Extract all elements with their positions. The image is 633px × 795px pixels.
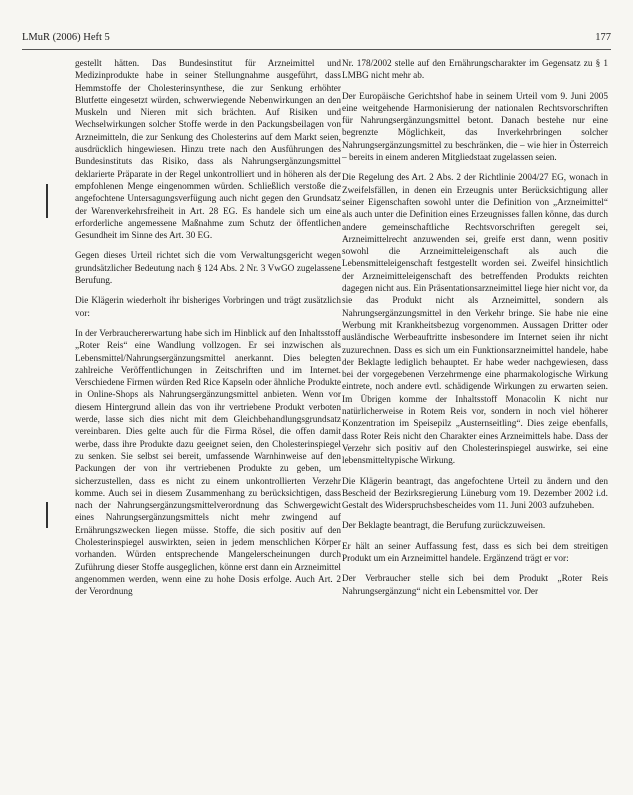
left-column: [75, 58, 341, 788]
right-column: [342, 58, 608, 788]
paragraph: Der Beklagte beantragt, die Berufung zurückzuweisen.: [342, 521, 546, 532]
paragraph: Die Regelung des Art. 2 Abs. 2 der Richtlinie 2004/27 EG, wonach in Zweifelsfällen, in denen ein Erzeugnis unter Berücksichtigung aller seiner Eigenschaften sowohl unter die Definition von „Arzneimittel“ als auch unter die Definition eines Erzeugnisses fallen könne, das durch andere gemeinschaftliche Rechtsvorschriften geregelt sei, Arzneimittelrecht anzuwenden sei, greife erst dann, wenn positiv sowohl die Arzneimitteleigenschaft als auch die Lebensmitteleigenschaft festgestellt worden sei. Zweifel hinsichtlich der Arzneimitteleigenschaft des betreffenden Produkts reichten dagegen nicht aus. Ein Präsentationsarzneimittel liege hier nicht vor, da sie das Produkt nicht als Arzneimittel, sondern als Nahrungsergänzungsmittel in den Verkehr bringe. Sie habe nie eine Werbung mit Krankheitsbezug vorgenommen. Aussagen Dritter oder ausländische Werbeauftritte insbesondere im Internet seien ihr nicht zuzurechnen. Dass es sich um ein Funktionsarzneimittel handele, habe der Beklagte lediglich behauptet. Er habe weder nachgewiesen, dass bei der vorgegebenen Verzehrmenge eine pharmakologische Wirkung eintrete, noch andere evtl. schädigende Wirkungen zu erwarten seien. Im Übrigen komme der Inhaltsstoff Monacolin K nicht nur natürlicherweise in Rotem Reis vor, sondern in noch viel höherer Konzentration im Speisepilz „Austernseitling“. Dies zeige ebenfalls, dass Roter Reis nicht den Charakter eines Arzneimittels habe. Dass der Verzehr sich positiv auf den Cholesterinspiegel auswirke, sei eine lebensmitteltypische Wirkung.: [342, 173, 608, 467]
paragraph: gestellt hätten. Das Bundesinstitut für Arzneimittel und Medizinprodukte habe in seiner Stellungnahme ausgeführt, dass Hemmstoffe der Cholesterinsynthese, die zur Senkung erhöhter Blutfette eingesetzt würden, schwerwiegende Nebenwirkungen an den Muskeln und Nieren mit sich brächten. Auf Risiken und Wechselwirkungen solcher Stoffe werde in den Packungsbeilagen von Arzneimitteln, die zur Senkung des Cholesterins auf dem Markt seien, ausdrücklich hingewiesen. Hinzu trete nach den Ausführungen des Bundesinstituts das Risiko, dass als Nahrungsergänzungsmittel deklarierte Präparate in der Regel unkontrolliert und in höheren als der empfohlenen Menge eingenommen würden. Schließlich verstoße die angefochtene Untersagungsverfügung auch nicht gegen den Grundsatz der Warenverkehrsfreiheit in Art. 28 EG. Es handele sich um eine erforderliche angemessene Maßnahme zum Schutz der öffentlichen Gesundheit im Sinne des Art. 30 EG.: [75, 59, 341, 242]
paragraph: Die Klägerin wiederholt ihr bisheriges Vorbringen und trägt zusätzlich vor:: [75, 296, 341, 319]
paragraph: Er hält an seiner Auffassung fest, dass es sich bei dem streitigen Produkt um ein Arzneimittel handele. Ergänzend trägt er vor:: [342, 541, 608, 564]
paragraph: In der Verbrauchererwartung habe sich im Hinblick auf den Inhaltsstoff „Roter Reis“ eine Wandlung vollzogen. Er sei inzwischen als Lebensmittel/Nahrungsergänzungsmittel anerkannt. Dies belegten zahlreiche Veröffentlichungen in Zeitschriften und im Internet. Verschiedene Firmen würden Red Rice Kapseln oder ähnliche Produkte in Online-Shops als Nahrungsergänzungsmittel anbieten. Wenn vor diesem Hintergrund allein das von ihr vertriebene Produkt verboten werde, lasse sich dies nicht mit dem Gleichbehandlungsgrundsatz vereinbaren. Dies gelte auch für die Firma Rösel, die offen damit werbe, dass ihre Produkte dazu geeignet seien, den Cholesterinspiegel zu senken. Sie selbst sei bereit, umfassende Warnhinweise auf den Packungen der von ihr vertriebenen Produkte zu geben, um sicherzustellen, dass es nicht zu einem unkontrollierten Verzehr komme. Auch sei in diesem Zusammenhang zu berücksichtigen, dass nach der Nahrungsergänzungsmittelverordnung das Schwergewicht eines Nahrungsergänzungsmittels nicht mehr zwingend auf Ernährungszwecken liegen müsse. Stoffe, die sich positiv auf den Cholesterinspiegel auswirkten, seien in jedem menschlichen Körper vorhanden. Würden entsprechende Mangelerscheinungen durch Zuführung dieser Stoffe ausgeglichen, könne erst dann ein Arzneimittel angenommen werden, wenn eine zu hohe Dosis erfolge. Auch Art. 2 der Verordnung: [75, 328, 341, 598]
paragraph: Gegen dieses Urteil richtet sich die vom Verwaltungsgericht wegen grundsätzlicher Bedeutung nach § 124 Abs. 2 Nr. 3 VwGO zugelassene Berufung.: [75, 251, 341, 287]
page-number: 177: [595, 32, 611, 43]
paragraph: Die Klägerin beantragt, das angefochtene Urteil zu ändern und den Bescheid der Bezirksregierung Lüneburg vom 19. Dezember 2002 i.d. Gestalt des Widerspruchsbescheides vom 11. Juni 2003 aufzuheben.: [342, 476, 608, 512]
header-rule: [22, 49, 611, 50]
margin-mark: [46, 502, 48, 528]
paragraph: Der Verbraucher stelle sich bei dem Produkt „Roter Reis Nahrungsergänzung“ nicht ein Lebensmittel vor. Der: [342, 574, 608, 597]
paragraph: Nr. 178/2002 stelle auf den Ernährungscharakter im Gegensatz zu § 1 LMBG nicht mehr ab.: [342, 59, 608, 82]
margin-mark: [46, 184, 48, 218]
running-header: [22, 30, 611, 46]
paragraph: Der Europäische Gerichtshof habe in seinem Urteil vom 9. Juni 2005 eine weitgehende Harmonisierung der nationalen Rechtsvorschriften für Nahrungsergänzungsmittel betont. Danach bestehe nur eine begrenzte Möglichkeit, das Inverkehrbringen solcher Nahrungsergänzungsmittel zu beschränken, die – wie hier in Österreich – bereits in einem anderen Mitgliedstaat zugelassen seien.: [342, 91, 608, 164]
journal-citation: LMuR (2006) Heft 5: [22, 32, 110, 43]
